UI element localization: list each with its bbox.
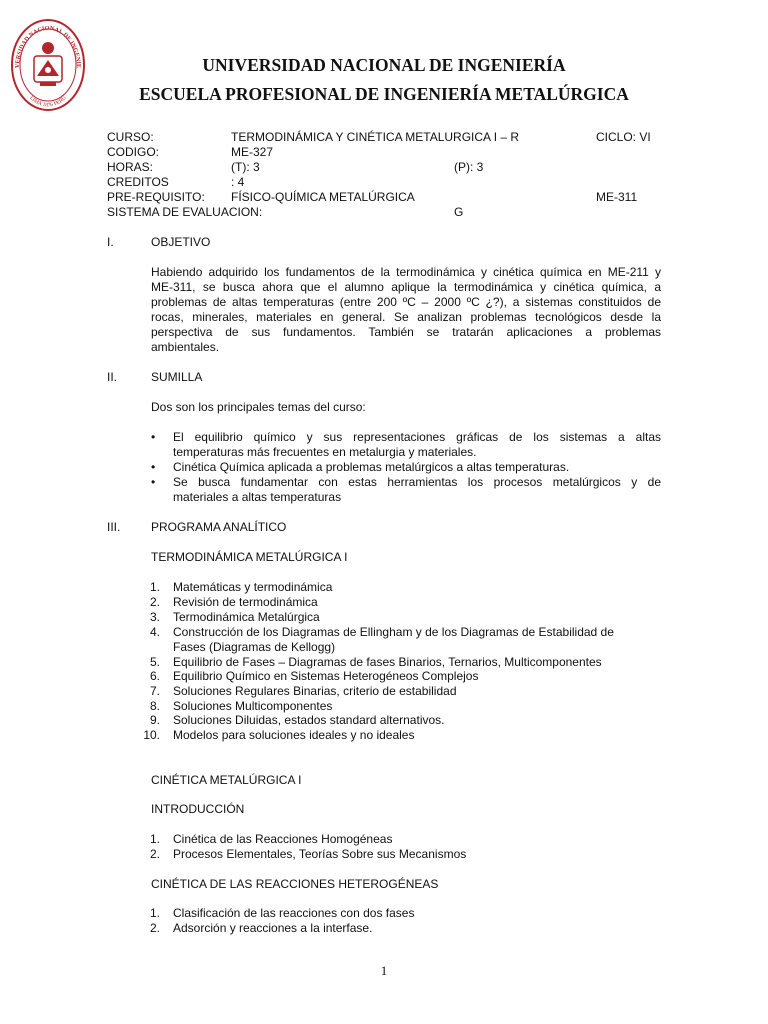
item-text: Fases (Diagramas de Kellogg) bbox=[173, 640, 336, 654]
item-text: Termodinámica Metalúrgica bbox=[173, 610, 320, 624]
horas-label: HORAS: bbox=[107, 160, 154, 174]
prereq-label: PRE-REQUISITO: bbox=[107, 190, 205, 204]
sumilla-intro: Dos son los principales temas del curso: bbox=[151, 400, 366, 414]
item-text: Soluciones Diluidas, estados standard alternativos. bbox=[173, 713, 445, 727]
item-number: 1. bbox=[149, 832, 160, 846]
list-item bbox=[130, 921, 670, 936]
section-title: SUMILLA bbox=[151, 370, 203, 384]
item-text: Procesos Elementales, Teorías Sobre sus Mecanismos bbox=[173, 847, 467, 861]
list-item bbox=[130, 728, 670, 743]
ciclo-value: CICLO: VI bbox=[596, 130, 651, 144]
bullet-line: El equilibrio químico y sus representaciones gráficas de los sistemas a altas bbox=[173, 430, 661, 444]
page-number: 1 bbox=[380, 963, 388, 978]
creditos-value: : 4 bbox=[231, 175, 245, 189]
prereq-value: FÍSICO-QUÍMICA METALÚRGICA bbox=[231, 190, 415, 204]
item-number: 2. bbox=[149, 847, 160, 861]
item-number: 7. bbox=[149, 684, 160, 698]
item-text: Equilibrio de Fases – Diagramas de fases Binarios, Ternarios, Multicomponentes bbox=[173, 655, 602, 669]
section-number: III. bbox=[107, 520, 121, 534]
horas-practica: (P): 3 bbox=[454, 160, 484, 174]
list-item bbox=[130, 595, 670, 610]
item-number: 1. bbox=[149, 580, 160, 594]
item-text: Soluciones Regulares Binarias, criterio de estabilidad bbox=[173, 684, 457, 698]
bullet-icon: • bbox=[151, 475, 156, 489]
list-item bbox=[130, 580, 670, 595]
paragraph-line: rocas, minerales, materiales en general. Se analizan problemas tecnológicos desde la bbox=[151, 310, 661, 324]
item-number: 2. bbox=[149, 921, 160, 935]
svg-text:LIMA 1876 PERÚ: LIMA 1876 PERÚ bbox=[28, 94, 68, 109]
bullet-line: Cinética Química aplicada a problemas metalúrgicos a altas temperaturas. bbox=[173, 460, 570, 474]
item-number: 6. bbox=[149, 669, 160, 683]
section-number: II. bbox=[107, 370, 118, 384]
item-number: 5. bbox=[149, 655, 160, 669]
list-item-continuation bbox=[130, 640, 670, 655]
curso-value: TERMODINÁMICA Y CINÉTICA METALURGICA I – R bbox=[231, 130, 520, 144]
item-number: 9. bbox=[149, 713, 160, 727]
introduccion-subtitle: INTRODUCCIÓN bbox=[151, 802, 245, 816]
objetivo-paragraph bbox=[151, 265, 661, 355]
item-text: Adsorción y reacciones a la interfase. bbox=[173, 921, 373, 935]
item-number: 2. bbox=[149, 595, 160, 609]
cinetica-subtitle: CINÉTICA METALÚRGICA I bbox=[151, 773, 302, 787]
paragraph-line: problemas de altas temperaturas (entre 200 ºC – 2000 ºC ¿?), a sistemas constituidos de bbox=[151, 295, 661, 309]
item-number: 1. bbox=[149, 906, 160, 920]
list-item bbox=[130, 847, 670, 862]
list-item bbox=[130, 906, 670, 921]
heterogeneas-subtitle: CINÉTICA DE LAS REACCIONES HETEROGÉNEAS bbox=[151, 877, 439, 891]
item-text: Cinética de las Reacciones Homogéneas bbox=[173, 832, 393, 846]
list-item bbox=[130, 832, 670, 847]
sistema-label: SISTEMA DE EVALUACION: bbox=[107, 205, 263, 219]
item-text: Modelos para soluciones ideales y no ideales bbox=[173, 728, 415, 742]
sistema-value: G bbox=[454, 205, 464, 219]
item-text: Revisión de termodinámica bbox=[173, 595, 318, 609]
list-item bbox=[130, 699, 670, 714]
paragraph-line: ME-311, se busca ahora que el alumno aplique la termodinámica y cinética química, a bbox=[151, 280, 661, 294]
bullet-line: materiales a altas temperaturas bbox=[173, 490, 342, 504]
bullet-icon: • bbox=[151, 430, 156, 444]
curso-label: CURSO: bbox=[107, 130, 154, 144]
svg-text:UNIVERSIDAD NACIONAL DE INGENI: VERSIDAD NACIONAL DE INGENIE bbox=[13, 24, 83, 69]
codigo-value: ME-327 bbox=[231, 145, 274, 159]
list-item bbox=[130, 713, 670, 728]
codigo-label: CODIGO: bbox=[107, 145, 160, 159]
termo-subtitle: TERMODINÁMICA METALÚRGICA I bbox=[151, 550, 348, 564]
item-number: 8. bbox=[149, 699, 160, 713]
list-item bbox=[130, 655, 670, 670]
section-title: PROGRAMA ANALÍTICO bbox=[151, 520, 287, 534]
prereq-code: ME-311 bbox=[596, 190, 638, 204]
school-title: ESCUELA PROFESIONAL DE INGENIERÍA METALÚRGICA bbox=[139, 84, 629, 104]
item-number: 3. bbox=[149, 610, 160, 624]
item-text: Equilibrio Químico en Sistemas Heterogéneos Complejos bbox=[173, 669, 479, 683]
horas-teoria: (T): 3 bbox=[231, 160, 260, 174]
section-number: I. bbox=[107, 235, 114, 249]
paragraph-line: Habiendo adquirido los fundamentos de la termodinámica y cinética química en ME-211 y bbox=[151, 265, 661, 279]
item-number: 10. bbox=[143, 728, 160, 742]
item-number: 4. bbox=[149, 625, 160, 639]
item-text: Clasificación de las reacciones con dos fases bbox=[173, 906, 415, 920]
university-title: UNIVERSIDAD NACIONAL DE INGENIERÍA bbox=[202, 55, 566, 75]
item-text: Matemáticas y termodinámica bbox=[173, 580, 333, 594]
item-text: Construcción de los Diagramas de Ellingham y de los Diagramas de Estabilidad de bbox=[173, 625, 614, 639]
paragraph-line: perspectiva de sus fundamentos. También se tratarán aplicaciones a problemas bbox=[151, 325, 661, 339]
section-title: OBJETIVO bbox=[151, 235, 211, 249]
creditos-label: CREDITOS bbox=[107, 175, 169, 189]
list-item bbox=[130, 610, 670, 625]
bullet-line: temperaturas más frecuentes en metalurgia y materiales. bbox=[173, 445, 477, 459]
bullet-line: Se busca fundamentar con estas herramientas los procesos metalúrgicos y de bbox=[173, 475, 661, 489]
list-item bbox=[130, 684, 670, 699]
bullet-icon: • bbox=[151, 460, 156, 474]
list-item bbox=[130, 625, 670, 640]
item-text: Soluciones Multicomponentes bbox=[173, 699, 333, 713]
list-item bbox=[130, 669, 670, 684]
paragraph-line: ambientales. bbox=[151, 340, 220, 354]
